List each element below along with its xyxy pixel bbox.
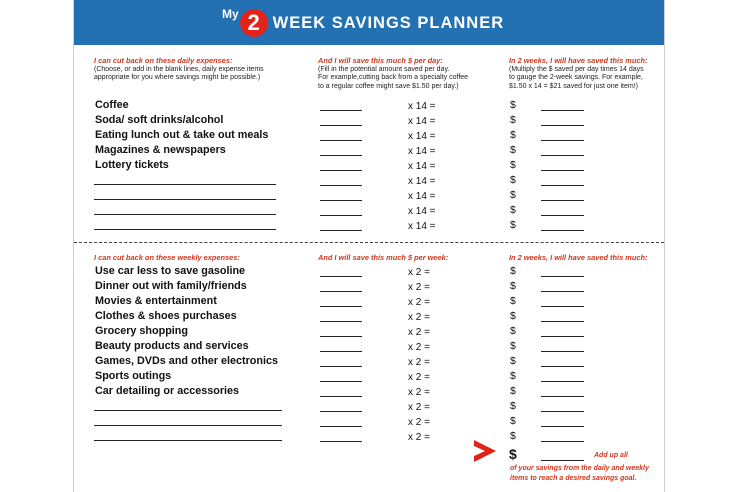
weekly-total-field[interactable] (541, 291, 584, 292)
weekly-multiplier: x 2 = (408, 297, 430, 308)
daily-multiplier: x 14 = (408, 131, 436, 142)
weekly-multiplier: x 2 = (408, 387, 430, 398)
weekly-multiplier: x 2 = (408, 267, 430, 278)
daily-item-lottery: Lottery tickets (95, 159, 169, 171)
daily-dollar-sign: $ (510, 114, 516, 126)
daily-total-field[interactable] (541, 200, 584, 201)
daily-multiplier: x 14 = (408, 176, 436, 187)
daily-dollar-sign: $ (510, 159, 516, 171)
weekly-multiplier: x 2 = (408, 342, 430, 353)
daily-multiplier: x 14 = (408, 101, 436, 112)
weekly-total-field[interactable] (541, 366, 584, 367)
daily-amount-field[interactable] (320, 125, 362, 126)
daily-blank-line[interactable] (94, 214, 276, 215)
title-prefix: My (222, 7, 239, 21)
daily-multiplier: x 14 = (408, 146, 436, 157)
chevron-right-icon (472, 437, 498, 465)
weekly-multiplier: x 2 = (408, 327, 430, 338)
section-divider (74, 242, 664, 243)
weekly-total-field[interactable] (541, 381, 584, 382)
daily-amount-field[interactable] (320, 230, 362, 231)
daily-dollar-sign: $ (510, 99, 516, 111)
daily-col1-note-1: (Choose, or add in the blank lines, daily expense items (94, 65, 264, 73)
daily-total-field[interactable] (541, 215, 584, 216)
weekly-item-dinner: Dinner out with family/friends (95, 280, 247, 292)
weekly-amount-field[interactable] (320, 396, 362, 397)
weekly-amount-field[interactable] (320, 411, 362, 412)
title-banner (74, 0, 664, 45)
grand-total-field[interactable] (541, 460, 584, 461)
weekly-multiplier: x 2 = (408, 357, 430, 368)
daily-blank-line[interactable] (94, 199, 276, 200)
weekly-multiplier: x 2 = (408, 432, 430, 443)
weekly-col3-heading: In 2 weeks, I will have saved this much: (509, 253, 648, 262)
daily-col3-note-3: $1.50 x 14 = $21 saved for just one item!) (509, 82, 638, 90)
daily-item-soda: Soda/ soft drinks/alcohol (95, 114, 224, 126)
weekly-col1-heading: I can cut back on these weekly expenses: (94, 253, 240, 262)
page-title (222, 6, 504, 40)
weekly-dollar-sign: $ (510, 430, 516, 442)
weekly-dollar-sign: $ (510, 415, 516, 427)
weekly-amount-field[interactable] (320, 366, 362, 367)
weekly-col2-heading: And I will save this much $ per week: (318, 253, 449, 262)
weekly-amount-field[interactable] (320, 276, 362, 277)
weekly-item-car: Use car less to save gasoline (95, 265, 246, 277)
weekly-dollar-sign: $ (510, 295, 516, 307)
weekly-item-clothes: Clothes & shoes purchases (95, 310, 237, 322)
weekly-dollar-sign: $ (510, 340, 516, 352)
weekly-amount-field[interactable] (320, 321, 362, 322)
weekly-total-field[interactable] (541, 426, 584, 427)
daily-col3-note-2: to gauge the 2-week savings. For example, (509, 74, 643, 82)
daily-total-field[interactable] (541, 185, 584, 186)
weekly-dollar-sign: $ (510, 400, 516, 412)
weekly-item-sports: Sports outings (95, 370, 172, 382)
daily-total-field[interactable] (541, 110, 584, 111)
weekly-multiplier: x 2 = (408, 402, 430, 413)
weekly-total-field[interactable] (541, 321, 584, 322)
grand-total-dollar: $ (509, 446, 517, 462)
weekly-dollar-sign: $ (510, 325, 516, 337)
daily-amount-field[interactable] (320, 200, 362, 201)
weekly-multiplier: x 2 = (408, 312, 430, 323)
weekly-total-field[interactable] (541, 351, 584, 352)
daily-multiplier: x 14 = (408, 191, 436, 202)
weekly-dollar-sign: $ (510, 265, 516, 277)
daily-total-field[interactable] (541, 230, 584, 231)
daily-col1-header (94, 57, 294, 83)
daily-multiplier: x 14 = (408, 206, 436, 217)
daily-col2-note-3: to a regular coffee might save $1.50 per day.) (318, 82, 459, 90)
weekly-blank-line[interactable] (94, 425, 282, 426)
total-note-3: items to reach a desired savings goal. (510, 475, 637, 482)
daily-dollar-sign: $ (510, 129, 516, 141)
weekly-item-detailing: Car detailing or accessories (95, 385, 240, 397)
number-badge: 2 (240, 9, 268, 37)
weekly-dollar-sign: $ (510, 370, 516, 382)
daily-col3-heading: In 2 weeks, I will have saved this much: (509, 56, 648, 65)
daily-dollar-sign: $ (510, 189, 516, 201)
total-note-2: of your savings from the daily and weekly (510, 465, 649, 472)
weekly-multiplier: x 2 = (408, 282, 430, 293)
daily-col3-note-1: (Multiply the $ saved per day times 14 days (509, 65, 644, 73)
daily-total-field[interactable] (541, 125, 584, 126)
total-note-1: Add up all (594, 452, 628, 459)
weekly-amount-field[interactable] (320, 291, 362, 292)
daily-amount-field[interactable] (320, 215, 362, 216)
daily-item-coffee: Coffee (95, 99, 129, 111)
daily-blank-line[interactable] (94, 229, 276, 230)
weekly-amount-field[interactable] (320, 441, 362, 442)
daily-col2-note-1: (Fill in the potential amount saved per day. (318, 65, 450, 73)
weekly-total-field[interactable] (541, 276, 584, 277)
daily-total-field[interactable] (541, 155, 584, 156)
weekly-blank-line[interactable] (94, 410, 282, 411)
weekly-dollar-sign: $ (510, 385, 516, 397)
weekly-multiplier: x 2 = (408, 417, 430, 428)
weekly-amount-field[interactable] (320, 351, 362, 352)
daily-amount-field[interactable] (320, 170, 362, 171)
weekly-item-beauty: Beauty products and services (95, 340, 249, 352)
weekly-total-field[interactable] (541, 306, 584, 307)
weekly-total-field[interactable] (541, 441, 584, 442)
daily-multiplier: x 14 = (408, 221, 436, 232)
weekly-total-field[interactable] (541, 336, 584, 337)
weekly-dollar-sign: $ (510, 280, 516, 292)
weekly-dollar-sign: $ (510, 355, 516, 367)
daily-total-field[interactable] (541, 140, 584, 141)
daily-total-field[interactable] (541, 170, 584, 171)
weekly-item-games: Games, DVDs and other electronics (95, 355, 279, 367)
weekly-amount-field[interactable] (320, 381, 362, 382)
daily-col2-heading: And I will save this much $ per day: (318, 56, 443, 65)
weekly-amount-field[interactable] (320, 306, 362, 307)
daily-blank-line[interactable] (94, 184, 276, 185)
daily-item-lunch: Eating lunch out & take out meals (95, 129, 269, 141)
daily-amount-field[interactable] (320, 185, 362, 186)
daily-col3-header (509, 57, 664, 91)
daily-multiplier: x 14 = (408, 161, 436, 172)
daily-dollar-sign: $ (510, 219, 516, 231)
daily-dollar-sign: $ (510, 204, 516, 216)
daily-item-magazines: Magazines & newspapers (95, 144, 226, 156)
daily-dollar-sign: $ (510, 174, 516, 186)
daily-dollar-sign: $ (510, 144, 516, 156)
title-text: WEEK SAVINGS PLANNER (272, 13, 505, 32)
daily-amount-field[interactable] (320, 110, 362, 111)
weekly-item-grocery: Grocery shopping (95, 325, 188, 337)
weekly-total-field[interactable] (541, 396, 584, 397)
daily-col1-heading: I can cut back on these daily expenses: (94, 56, 233, 65)
daily-amount-field[interactable] (320, 155, 362, 156)
daily-col2-note-2: For example,cutting back from a specialty coffee (318, 74, 469, 82)
weekly-total-field[interactable] (541, 411, 584, 412)
weekly-dollar-sign: $ (510, 310, 516, 322)
daily-amount-field[interactable] (320, 140, 362, 141)
weekly-amount-field[interactable] (320, 336, 362, 337)
planner-page (73, 0, 665, 492)
weekly-item-movies: Movies & entertainment (95, 295, 217, 307)
weekly-amount-field[interactable] (320, 426, 362, 427)
daily-col2-header (318, 57, 498, 91)
daily-multiplier: x 14 = (408, 116, 436, 127)
daily-col1-note-2: appropriate for you where savings might be possible.) (94, 74, 261, 82)
weekly-multiplier: x 2 = (408, 372, 430, 383)
weekly-blank-line[interactable] (94, 440, 282, 441)
